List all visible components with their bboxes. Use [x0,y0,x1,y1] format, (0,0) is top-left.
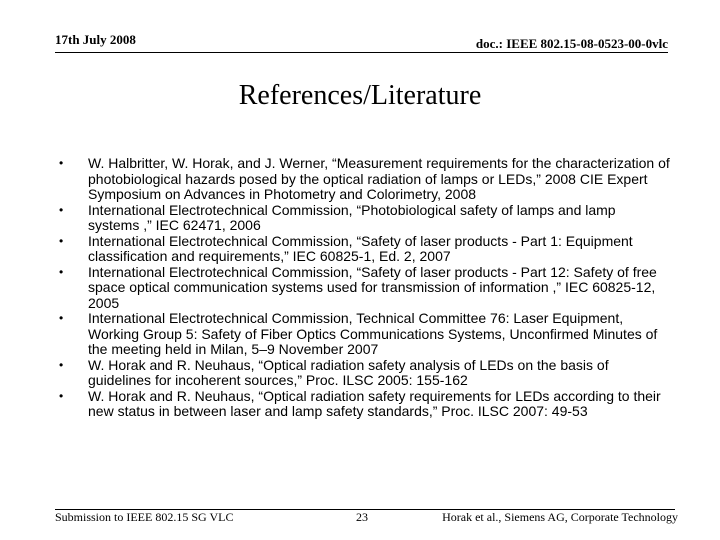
reference-item [55,156,670,203]
footer-submission: Submission to IEEE 802.15 SG VLC [55,510,234,524]
header-divider [55,52,668,53]
bullet-icon: • [59,388,64,403]
footer-author: Horak et al., Siemens AG, Corporate Technology [442,510,678,524]
reference-item [55,203,670,234]
reference-text: W. Halbritter, W. Horak, and J. Werner, “Measurement requirements for the characterization of photobiological hazards posed by the optical radiation of lamps or LEDs,” 2008 CIE Expert Symposium on Advances in Photometry and Colorimetry, 2008 [88,155,670,202]
bullet-icon: • [59,311,64,325]
header-document-id: doc.: IEEE 802.15-08-0523-00-0vlc [475,36,668,51]
reference-item [55,358,670,389]
reference-item [55,311,670,358]
bullet-icon: • [59,202,64,217]
bullet-icon: • [59,357,64,372]
bullet-icon: • [59,156,64,170]
reference-text: International Electrotechnical Commission, “Safety of laser products - Part 12: Safety of free space optical communication systems used for transmission of information ,” IEC 60825-12, 2005 [88,263,657,311]
reference-list [55,156,670,420]
reference-text: International Electrotechnical Commission, “Photobiological safety of lamps and lamp systems ,” IEC 62471, 2006 [88,201,616,233]
header-date: 17th July 2008 [55,32,136,47]
reference-text: W. Horak and R. Neuhaus, “Optical radiation safety analysis of LEDs on the basis of guidelines for incoherent sources,” Proc. ILSC 2005: 155-162 [88,356,609,388]
reference-item [55,234,670,265]
reference-text: International Electrotechnical Commission, “Safety of laser products - Part 1: Equipment classification and requirements,” IEC 60825-1, Ed. 2, 2007 [88,232,633,264]
reference-text: W. Horak and R. Neuhaus, “Optical radiation safety requirements for LEDs according to their new status in between laser and lamp safety standards,” Proc. ILSC 2007: 49-53 [88,387,661,419]
bullet-icon: • [59,233,64,248]
reference-item [55,389,670,420]
page-number: 23 [356,510,368,524]
reference-item [55,265,670,312]
bullet-icon: • [59,264,64,279]
slide-title: References/Literature [238,80,482,111]
reference-text: International Electrotechnical Commission, Technical Committee 76: Laser Equipment, Working Group 5: Safety of Fiber Optics Communications Systems, Unconfirmed Minutes of the meeting held in Milan, 5–9 November 2007 [88,310,658,357]
